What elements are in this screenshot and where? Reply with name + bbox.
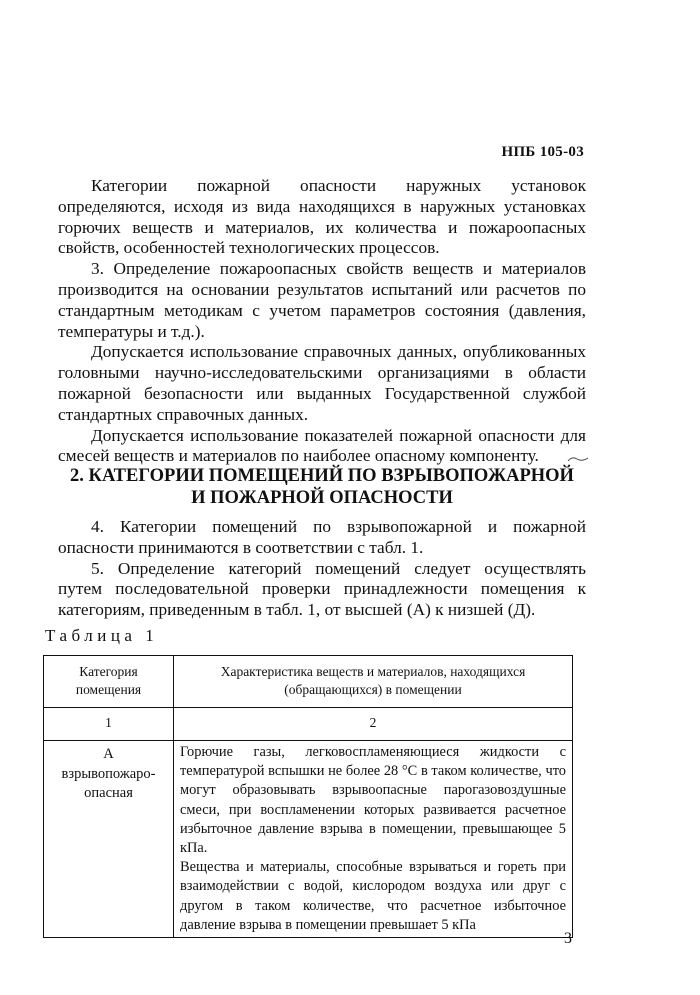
section-heading [58,465,586,509]
description-cell [174,741,573,938]
paragraph: 3. Определение пожароопасных свойств веществ и материалов производится на основании результатов испытаний или расчетов по стандартным методикам с учетом параметров состояния (давления, температуры и т.д.). [58,259,586,341]
category-table [43,655,573,938]
paragraph: 4. Категории помещений по взрывопожарной и пожарной опасности принимаются в соответствии с табл. 1. [58,517,586,557]
section-text [58,517,586,621]
scan-mark [567,455,589,463]
paragraph: Допускается использование показателей пожарной опасности для смесей веществ и материалов по наиболее опасному компоненту. [58,425,586,466]
page-number: 3 [564,930,572,947]
table-row [44,741,573,938]
category-name: взрывопожаро- опасная [61,765,156,801]
description-paragraph: Горючие газы, легковоспламеняющиеся жидкости с температурой вспышки не более 28 °С в таком количестве, что могут образовывать взрывоопасные парогазовоздушные смеси, при воспламенении которых развивается расчетное избыточное давление взрыва в помещении, превышающее 5 кПа. [180,744,566,857]
column-number: 1 [44,708,174,741]
table-caption: Таблица 1 [45,626,159,645]
paragraph: Категории пожарной опасности наружных установок определяются, исходя из вида находящихся в наружных установках горючих веществ и материалов, их количества и пожароопасных свойств, особенностей технологических процессов. [58,176,586,258]
table-header-row [44,656,573,708]
description-paragraph: Вещества и материалы, способные взрываться и гореть при взаимодействии с водой, кислородом воздуха или друг с другом в таком количестве, что расчетное избыточное давление взрыва в помещении превышает 5 кПа [180,859,566,933]
paragraph: 5. Определение категорий помещений следует осуществлять путем последовательной проверки принадлежности помещения к категориям, приведенным в табл. 1, от высшей (А) к низшей (Д). [58,558,586,620]
category-cell [44,741,174,938]
document-code: НПБ 105-03 [501,144,584,160]
intro-text [58,176,586,467]
category-letter: А [103,746,114,762]
section-heading-line: И ПОЖАРНОЙ ОПАСНОСТИ [191,488,453,508]
column-header-category: Категория помещения [44,656,174,708]
table-number-row [44,708,573,741]
column-header-characteristics: Характеристика веществ и материалов, находящихся (обращающихся) в помещении [174,656,573,708]
section-heading-line: 2. КАТЕГОРИИ ПОМЕЩЕНИЙ ПО ВЗРЫВОПОЖАРНОЙ [70,466,574,486]
paragraph: Допускается использование справочных данных, опубликованных головными научно-исследовательскими организациями в области пожарной безопасности или выданных Государственной службой стандартных справочных данных. [58,342,586,424]
column-number: 2 [174,708,573,741]
